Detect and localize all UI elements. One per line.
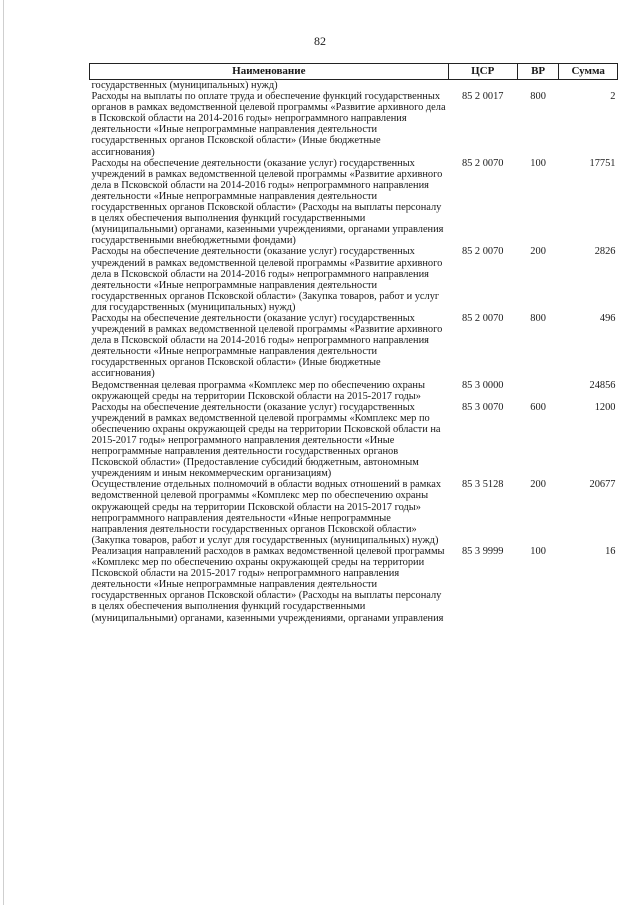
- cell-code: 85 3 9999: [461, 545, 504, 557]
- header-code: ЦСР: [448, 64, 517, 80]
- cell-code: 85 3 5128: [461, 479, 504, 491]
- cell-name: Расходы на обеспечение деятельности (оказание услуг) государственных учреждений в рамках ведомственной целевой программы «Развитие архивного дела в Псковской области на 2014-2016 годы» непрограммного направления деятельности «Иные непрограммные направления деятельности государственных органов Псковской области» (Закупка товаров, работ и услуг для государственных (муниципальных) нужд): [91, 246, 443, 313]
- table-row: [90, 246, 618, 313]
- page-edge-rule: [3, 0, 4, 905]
- cell-vr: 200: [530, 246, 546, 258]
- cell-vr: [517, 380, 559, 402]
- cell-name: государственных (муниципальных) нужд): [91, 80, 278, 91]
- cell-vr: 200: [530, 479, 546, 491]
- cell-sum: 2: [610, 91, 616, 103]
- cell-sum: 1200: [594, 401, 616, 413]
- cell-vr: 800: [530, 91, 546, 103]
- table-row: [90, 546, 618, 624]
- header-name: Наименование: [90, 64, 449, 80]
- cell-vr: 100: [530, 545, 546, 557]
- table-header-row: [90, 64, 618, 80]
- cell-vr: 100: [530, 157, 546, 169]
- cell-sum: 24856: [589, 379, 616, 391]
- cell-name: Расходы на обеспечение деятельности (оказание услуг) государственных учреждений в рамках ведомственной целевой программы «Развитие архивного дела в Псковской области на 2014-2016 годы» непрограммного направления деятельности «Иные непрограммные направления деятельности государственных органов Псковской области» (Иные бюджетные ассигнования): [91, 312, 443, 380]
- cell-vr: 600: [530, 401, 546, 413]
- budget-table: [89, 63, 618, 624]
- header-vr: ВР: [517, 64, 559, 80]
- cell-name: Реализация направлений расходов в рамках ведомственной целевой программы «Комплекс мер по обеспечению охраны окружающей среды на территории Псковской области на 2015-2017 годы» непрограммного направления деятельности «Иные непрограммные направления деятельности государственных органов Псковской области» (Расходы на выплаты персоналу в целях обеспечения выполнения функций государственными (муниципальными) органами, казенными учреждениями, органами управления: [91, 545, 445, 624]
- page-number: 82: [314, 34, 326, 48]
- table-row-continuation: [90, 80, 618, 92]
- cell-sum: 20677: [589, 479, 616, 491]
- cell-sum: 17751: [589, 157, 616, 169]
- table-row: [90, 380, 618, 402]
- header-sum: Сумма: [559, 64, 618, 80]
- table-row: [90, 91, 618, 158]
- cell-code: 85 2 0070: [461, 246, 504, 258]
- cell-code: 85 2 0017: [461, 91, 504, 103]
- cell-name: Ведомственная целевая программа «Комплекс мер по обеспечению охраны окружающей среды на территории Псковской области на 2015-2017 годы»: [91, 379, 425, 402]
- cell-sum: 16: [605, 545, 616, 557]
- cell-sum: 2826: [594, 246, 616, 258]
- cell-code: 85 3 0000: [461, 379, 504, 391]
- cell-sum: 496: [599, 312, 616, 324]
- table-row: [90, 479, 618, 546]
- cell-code: 85 2 0070: [461, 157, 504, 169]
- cell-name: Осуществление отдельных полномочий в области водных отношений в рамках ведомственной целевой программы «Комплекс мер по обеспечению охраны окружающей среды на территории Псковской области на 2015-2017 годы» непрограммного направления деятельности «Иные непрограммные направления деятельности государственных органов Псковской области» (Закупка товаров, работ и услуг для государственных (муниципальных) нужд): [91, 479, 442, 546]
- cell-name: Расходы на обеспечение деятельности (оказание услуг) государственных учреждений в рамках ведомственной целевой программы «Развитие архивного дела в Псковской области на 2014-2016 годы» непрограммного направления деятельности «Иные непрограммные направления деятельности государственных органов Псковской области» (Расходы на выплаты персоналу в целях обеспечения выполнения функций государственными (муниципальными) органами, казенными учреждениями, органами управления государственными внебюджетными фондами): [91, 157, 444, 247]
- cell-name: Расходы на выплаты по оплате труда и обеспечение функций государственных органов в рамках ведомственной целевой программы «Развитие архивного дела в Псковской области на 2014-2016 годы» непрограммного направления деятельности «Иные непрограммные направления деятельности государственных органов Псковской области» (Иные бюджетные ассигнования): [91, 91, 446, 158]
- cell-code: 85 3 0070: [461, 401, 504, 413]
- cell-name: Расходы на обеспечение деятельности (оказание услуг) государственных учреждений в рамках ведомственной целевой программы «Комплекс мер по обеспечению охраны окружающей среды на территории Псковской области на 2015-2017 годы» непрограммного направления деятельности «Иные непрограммные направления деятельности государственных органов Псковской области» (Предоставление субсидий бюджетным, автономным учреждениям и иным некоммерческим организациям): [91, 401, 441, 480]
- table-row: [90, 158, 618, 247]
- table-row: [90, 313, 618, 380]
- table-row: [90, 402, 618, 480]
- cell-vr: 800: [530, 312, 546, 324]
- cell-code: 85 2 0070: [461, 312, 504, 324]
